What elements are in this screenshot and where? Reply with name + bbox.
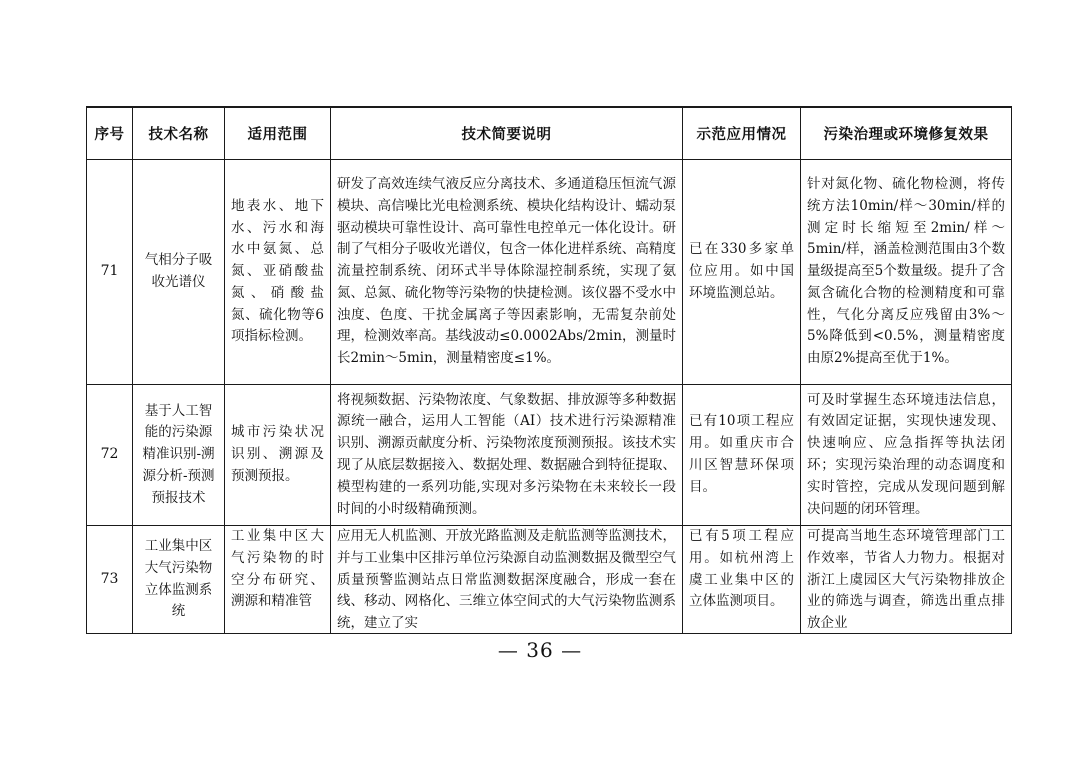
technology-name: 工业集中区大气污染物立体监测系统 — [144, 537, 213, 620]
applicable-scope: 地表水、地下水、污水和海水中氨氮、总氮、亚硝酸盐氮、硝酸盐氮、硫化物等6项指标检测。 — [231, 197, 324, 345]
table-row — [87, 385, 1012, 526]
applicable-scope: 工业集中区大气污染物的时空分布研究、溯源和精准管 — [231, 528, 324, 610]
technology-description: 应用无人机监测、开放光路监测及走航监测等监测技术，并与工业集中区排污单位污染源自动监测数据及微型空气质量预警监测站点日常监测数据深度融合，形成一套在线、移动、网格化、三维立体空间式的大气污染物监测系统，建立了实 — [337, 528, 676, 632]
table-row — [87, 526, 1012, 634]
technology-description: 研发了高效连续气液反应分离技术、多通道稳压恒流气源模块、高信噪比光电检测系统、模块化结构设计、蠕动泵驱动模块可靠性设计、高可靠性电控单元一体化设计。研制了气相分子吸收光谱仪，包含一体化进样系统、高精度流量控制系统、闭环式半导体除湿控制系统，实现了氨氮、总氮、硫化物等污染物的快捷检测。该仪器不受水中浊度、色度、干扰金属离子等因素影响，无需复杂前处理，检测效率高。基线波动≤0.0002Abs/2min，测量时长2min～5min，测量精密度≤1%。 — [337, 175, 676, 367]
pollution-control-effect: 可及时掌握生态环境违法信息，有效固定证据，实现快速发现、快速响应、应急指挥等执法闭环；实现污染治理的动态调度和实时管控，完成从发现问题到解决问题的闭环管理。 — [807, 391, 1005, 517]
header-serial-number: 序号 — [87, 107, 133, 160]
demonstration-application: 已有5项工程应用。如杭州湾上虞工业集中区的立体监测项目。 — [689, 528, 794, 610]
technology-description: 将视频数据、污染物浓度、气象数据、排放源等多种数据源统一融合，运用人工智能（AI）技术进行污染源精准识别、溯源贡献度分析、污染物浓度预测预报。该技术实现了从底层数据接入、数据处理、数据融合到特征提取、模型构建的一系列功能,实现对多污染物在未来较长一段时间的小时级精确预测。 — [337, 391, 676, 517]
row-number: 72 — [100, 446, 119, 463]
row-number: 73 — [100, 570, 119, 587]
technology-name: 气相分子吸收光谱仪 — [144, 252, 213, 290]
header-technology-description: 技术简要说明 — [331, 107, 683, 160]
header-pollution-control-effect: 污染治理或环境修复效果 — [801, 107, 1012, 160]
header-applicable-scope: 适用范围 — [225, 107, 331, 160]
demonstration-application: 已在330多家单位应用。如中国环境监测总站。 — [689, 241, 794, 301]
table-header-row — [87, 107, 1012, 160]
header-technology-name: 技术名称 — [133, 107, 225, 160]
page-number: — 36 — — [497, 638, 583, 662]
row-number: 71 — [100, 263, 119, 280]
applicable-scope: 城市污染状况识别、溯源及预测预报。 — [231, 424, 324, 484]
pollution-control-effect: 针对氮化物、硫化物检测，将传统方法10min/样～30min/样的测定时长缩短至2min/样～5min/样，涵盖检测范围由3个数量级提高至5个数量级。提升了含氮含硫化合物的检测精度和可靠性，气化分离反应残留由3%～5%降低到<0.5%，测量精密度由原2%提高至优于1%。 — [807, 175, 1005, 367]
technology-name: 基于人工智能的污染源精准识别-溯源分析-预测预报技术 — [142, 402, 215, 506]
header-demonstration-application: 示范应用情况 — [683, 107, 801, 160]
technology-table — [86, 106, 1012, 634]
demonstration-application: 已有10项工程应用。如重庆市合川区智慧环保项目。 — [689, 413, 794, 495]
pollution-control-effect: 可提高当地生态环境管理部门工作效率，节省人力物力。根据对浙江上虞园区大气污染物排放企业的筛选与调查，筛选出重点排放企业 — [807, 528, 1005, 632]
table-row — [87, 160, 1012, 385]
